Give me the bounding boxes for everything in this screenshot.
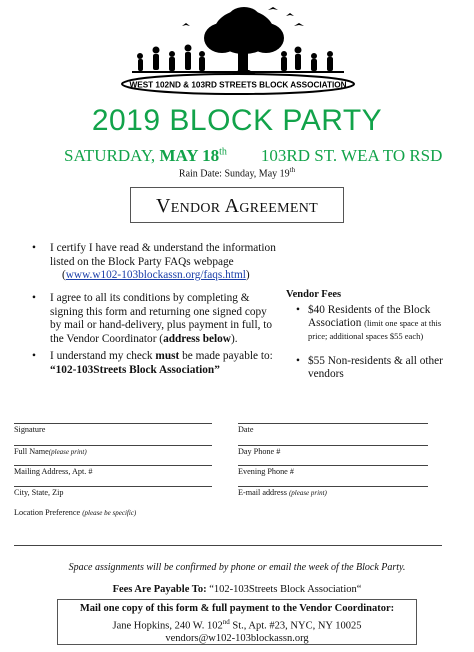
space-assignment-note: Space assignments will be confirmed by phone or email the week of the Block Party. [68, 562, 406, 573]
block-association-logo [118, 4, 358, 96]
bullet-dot: • [296, 304, 300, 316]
bullet-dot: • [32, 350, 36, 362]
location-preference-note: (please be specific) [82, 509, 137, 517]
mailing-address-field[interactable] [14, 465, 212, 466]
fee-text: $40 Residents of the Block Association [308, 304, 431, 329]
location-preference-field[interactable] [14, 545, 442, 546]
day-phone-field[interactable] [238, 445, 428, 446]
city-state-zip-label: City, State, Zip [14, 488, 64, 497]
location-preference-text: Location Preference [14, 508, 81, 517]
bullet-text-line [50, 350, 273, 364]
bullet-text: I agree to all its conditions by completing & [50, 292, 250, 304]
coordinator-address [58, 616, 416, 633]
bullet-text: I understand my check [50, 350, 156, 362]
date-field[interactable] [238, 423, 428, 424]
bullet-text: signing this form and returning one signed copy [50, 305, 267, 318]
vendor-agreement-heading: Vendor Agreement [155, 195, 319, 217]
bullet-dot: • [296, 355, 300, 367]
bullet-text: be made payable to: [179, 350, 273, 362]
payee-name: “102-103Streets Block Association” [50, 363, 220, 376]
email-label-text: E-mail address [238, 488, 287, 497]
fee-text: $55 Non-residents & all other vendors [308, 355, 443, 380]
address-suffix: nd [222, 617, 230, 626]
mail-instructions-title: Mail one copy of this form & full payment to the Vendor Coordinator: [79, 603, 395, 614]
rain-date [0, 166, 474, 179]
bullet-text: the Vendor Coordinator ( [50, 332, 164, 345]
address-part: Jane Hopkins, 240 W. 102 [112, 620, 223, 631]
mailing-instructions-box [57, 599, 417, 645]
location-preference-label [14, 508, 136, 517]
fees-payable-label: Fees Are Payable To: [112, 584, 207, 595]
evening-phone-label: Evening Phone # [238, 467, 294, 476]
faqs-link-text[interactable]: www.w102-103blockassn.org/faqs.html [65, 269, 246, 281]
logo-text: WEST 102ND & 103RD STREETS BLOCK ASSOCIATION [129, 80, 347, 90]
signature-field[interactable] [14, 423, 212, 424]
bullet-text-bold: address below [163, 332, 231, 345]
bullet-text: by mail or hand-delivery, plus payment in full, to [50, 319, 273, 331]
email-field[interactable] [238, 486, 428, 487]
rain-date-text: Rain Date: Sunday, May 19 [178, 168, 290, 180]
bullet-text-last [50, 333, 238, 347]
full-name-field[interactable] [14, 445, 212, 446]
mailing-address-label: Mailing Address, Apt. # [14, 467, 93, 476]
bullet-dot: • [32, 292, 36, 304]
vendor-agreement-heading-box [130, 187, 344, 223]
city-state-zip-field[interactable] [14, 486, 212, 487]
fee-note: (limit one space at this price; additional spaces $55 each) [308, 318, 442, 341]
bullet-text: listed on the Block Party FAQs webpage [50, 255, 234, 268]
bullet-text-bold: must [155, 350, 180, 362]
fee-item-non-residents [296, 355, 456, 381]
date-bold: MAY 18 [159, 146, 220, 165]
date-prefix: SATURDAY, [64, 146, 160, 165]
page-title: 2019 BLOCK PARTY [91, 104, 383, 137]
vendor-fees-panel [286, 288, 456, 381]
bullet-text: ). [230, 332, 238, 345]
rain-date-suffix: th [289, 166, 296, 174]
fees-payable-payee: “102-103Streets Block Association“ [206, 584, 362, 595]
day-phone-label: Day Phone # [238, 447, 281, 456]
fee-item-residents [296, 304, 456, 343]
bullet-dot: • [32, 242, 36, 254]
signature-label: Signature [14, 425, 46, 434]
full-name-label-text: Full Name [14, 447, 49, 456]
email-note: (please print) [288, 489, 327, 497]
address-part: St., Apt. #23, NYC, NY 10025 [229, 620, 362, 631]
event-date-line [64, 146, 442, 166]
event-location: 103RD ST. WEA TO RSD [260, 146, 443, 165]
evening-phone-field[interactable] [238, 465, 428, 466]
faqs-link[interactable]: (www.w102-103blockassn.org/faqs.html) [62, 269, 250, 281]
fees-payable-line [0, 584, 474, 595]
full-name-label [14, 447, 87, 456]
date-label: Date [238, 425, 254, 434]
email-label [238, 488, 327, 497]
bullet-text: I certify I have read & understand the information [50, 242, 276, 254]
full-name-note: (please print) [48, 448, 87, 456]
date-suffix: th [219, 146, 227, 158]
vendor-fees-title: Vendor Fees [286, 289, 342, 300]
coordinator-email[interactable]: vendors@w102-103blockassn.org [165, 632, 309, 644]
